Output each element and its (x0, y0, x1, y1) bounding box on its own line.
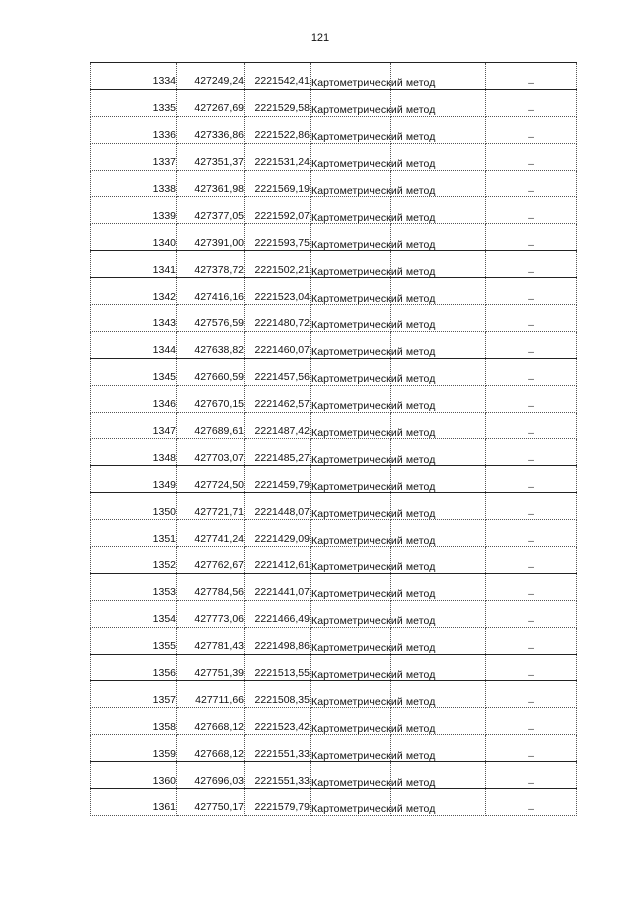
y-coordinate-cell-text: 2221513,55 (254, 666, 310, 679)
method-cell: Картометрический метод (311, 600, 391, 627)
y-coordinate-cell-text: 2221441,07 (254, 586, 310, 599)
point-number-cell-text: 1353 (152, 586, 176, 599)
y-coordinate-cell (245, 278, 311, 305)
dash-cell: – (486, 493, 577, 520)
y-coordinate-cell (245, 493, 311, 520)
x-coordinate-cell-text: 427351,37 (194, 156, 244, 169)
table-row (91, 278, 577, 305)
method-cell: Картометрический метод (311, 331, 391, 358)
x-coordinate-cell-text: 427660,59 (194, 371, 244, 384)
point-number-cell (91, 654, 177, 681)
x-coordinate-cell-text: 427391,00 (194, 236, 244, 249)
x-coordinate-cell-text: 427751,39 (194, 666, 244, 679)
y-coordinate-cell (245, 89, 311, 116)
method-cell: Картометрический метод (311, 493, 391, 520)
dash-cell: – (486, 143, 577, 170)
method-cell: Картометрический метод (311, 116, 391, 143)
method-cell: Картометрический метод (311, 439, 391, 466)
table-row (91, 89, 577, 116)
point-number-cell-text: 1356 (152, 666, 176, 679)
point-number-cell (91, 762, 177, 789)
point-number-cell-text: 1354 (152, 613, 176, 626)
y-coordinate-cell (245, 170, 311, 197)
x-coordinate-cell (177, 251, 245, 278)
x-coordinate-cell (177, 89, 245, 116)
x-coordinate-cell-text: 427416,16 (194, 290, 244, 303)
table-row (91, 547, 577, 574)
x-coordinate-cell (177, 547, 245, 574)
table-row (91, 251, 577, 278)
x-coordinate-cell-text: 427773,06 (194, 613, 244, 626)
point-number-cell (91, 466, 177, 493)
x-coordinate-cell (177, 493, 245, 520)
x-coordinate-cell-text: 427721,71 (194, 505, 244, 518)
y-coordinate-cell-text: 2221462,57 (254, 398, 310, 411)
y-coordinate-cell (245, 735, 311, 762)
y-coordinate-cell (245, 654, 311, 681)
point-number-cell-text: 1338 (152, 182, 176, 195)
point-number-cell (91, 600, 177, 627)
point-number-cell (91, 547, 177, 574)
point-number-cell-text: 1348 (152, 451, 176, 464)
x-coordinate-cell (177, 116, 245, 143)
point-number-cell-text: 1340 (152, 236, 176, 249)
y-coordinate-cell-text: 2221457,56 (254, 371, 310, 384)
dash-cell: – (486, 573, 577, 600)
coordinates-table (90, 62, 577, 816)
point-number-cell-text: 1357 (152, 693, 176, 706)
method-cell: Картометрический метод (311, 412, 391, 439)
y-coordinate-cell-text: 2221551,33 (254, 747, 310, 760)
y-coordinate-cell (245, 224, 311, 251)
x-coordinate-cell-text: 427638,82 (194, 344, 244, 357)
x-coordinate-cell (177, 197, 245, 224)
dash-cell: – (486, 762, 577, 789)
method-cell: Картометрический метод (311, 89, 391, 116)
x-coordinate-cell (177, 358, 245, 385)
point-number-cell-text: 1360 (152, 774, 176, 787)
y-coordinate-cell-text: 2221529,58 (254, 102, 310, 115)
table-row (91, 412, 577, 439)
page-number: 121 (310, 32, 330, 44)
dash-cell: – (486, 708, 577, 735)
x-coordinate-cell-text: 427668,12 (194, 720, 244, 733)
point-number-cell (91, 224, 177, 251)
point-number-cell (91, 573, 177, 600)
point-number-cell-text: 1350 (152, 505, 176, 518)
x-coordinate-cell (177, 224, 245, 251)
point-number-cell-text: 1358 (152, 720, 176, 733)
y-coordinate-cell (245, 708, 311, 735)
table-row (91, 681, 577, 708)
x-coordinate-cell (177, 278, 245, 305)
y-coordinate-cell-text: 2221522,86 (254, 129, 310, 142)
y-coordinate-cell (245, 762, 311, 789)
x-coordinate-cell-text: 427670,15 (194, 398, 244, 411)
point-number-cell (91, 681, 177, 708)
point-number-cell (91, 116, 177, 143)
y-coordinate-cell (245, 520, 311, 547)
y-coordinate-cell (245, 197, 311, 224)
x-coordinate-cell (177, 385, 245, 412)
point-number-cell (91, 170, 177, 197)
table-row (91, 627, 577, 654)
y-coordinate-cell (245, 385, 311, 412)
point-number-cell (91, 63, 177, 90)
x-coordinate-cell (177, 331, 245, 358)
point-number-cell (91, 439, 177, 466)
dash-cell: – (486, 63, 577, 90)
y-coordinate-cell (245, 63, 311, 90)
point-number-cell (91, 358, 177, 385)
method-cell: Картометрический метод (311, 197, 391, 224)
method-cell: Картометрический метод (311, 224, 391, 251)
x-coordinate-cell (177, 305, 245, 332)
x-coordinate-cell (177, 735, 245, 762)
y-coordinate-cell (245, 547, 311, 574)
table-row (91, 762, 577, 789)
method-cell: Картометрический метод (311, 466, 391, 493)
x-coordinate-cell-text: 427668,12 (194, 747, 244, 760)
table-row (91, 600, 577, 627)
point-number-cell-text: 1359 (152, 747, 176, 760)
point-number-cell-text: 1352 (152, 559, 176, 572)
point-number-cell-text: 1342 (152, 290, 176, 303)
x-coordinate-cell (177, 412, 245, 439)
method-cell: Картометрический метод (311, 762, 391, 789)
dash-cell: – (486, 735, 577, 762)
method-cell: Картометрический метод (311, 627, 391, 654)
method-cell: Картометрический метод (311, 708, 391, 735)
point-number-cell (91, 412, 177, 439)
x-coordinate-cell (177, 466, 245, 493)
y-coordinate-cell (245, 412, 311, 439)
table-row (91, 116, 577, 143)
y-coordinate-cell-text: 2221487,42 (254, 424, 310, 437)
method-cell: Картометрический метод (311, 573, 391, 600)
method-cell: Картометрический метод (311, 547, 391, 574)
dash-cell: – (486, 305, 577, 332)
method-cell: Картометрический метод (311, 278, 391, 305)
y-coordinate-cell-text: 2221579,79 (254, 801, 310, 814)
x-coordinate-cell-text: 427781,43 (194, 640, 244, 653)
point-number-cell-text: 1349 (152, 478, 176, 491)
dash-cell: – (486, 251, 577, 278)
x-coordinate-cell-text: 427361,98 (194, 182, 244, 195)
table-row (91, 197, 577, 224)
table-row (91, 466, 577, 493)
table-row (91, 439, 577, 466)
x-coordinate-cell-text: 427377,05 (194, 209, 244, 222)
dash-cell: – (486, 89, 577, 116)
table-row (91, 63, 577, 90)
method-cell: Картометрический метод (311, 385, 391, 412)
dash-cell: – (486, 654, 577, 681)
table-row (91, 170, 577, 197)
table-row (91, 735, 577, 762)
y-coordinate-cell-text: 2221551,33 (254, 774, 310, 787)
y-coordinate-cell (245, 331, 311, 358)
dash-cell: – (486, 439, 577, 466)
y-coordinate-cell-text: 2221429,09 (254, 532, 310, 545)
y-coordinate-cell (245, 358, 311, 385)
dash-cell: – (486, 116, 577, 143)
dash-cell: – (486, 224, 577, 251)
y-coordinate-cell-text: 2221466,49 (254, 613, 310, 626)
table-row (91, 708, 577, 735)
point-number-cell (91, 735, 177, 762)
x-coordinate-cell-text: 427336,86 (194, 129, 244, 142)
dash-cell: – (486, 358, 577, 385)
x-coordinate-cell-text: 427711,66 (195, 693, 244, 706)
y-coordinate-cell (245, 116, 311, 143)
x-coordinate-cell-text: 427249,24 (194, 75, 244, 88)
table-row (91, 143, 577, 170)
dash-cell: – (486, 170, 577, 197)
y-coordinate-cell (245, 466, 311, 493)
dash-cell: – (486, 789, 577, 816)
point-number-cell-text: 1347 (152, 424, 176, 437)
point-number-cell-text: 1351 (152, 532, 176, 545)
y-coordinate-cell (245, 789, 311, 816)
dash-cell: – (486, 627, 577, 654)
x-coordinate-cell (177, 63, 245, 90)
y-coordinate-cell-text: 2221448,07 (254, 505, 310, 518)
coordinates-table-body (91, 63, 577, 816)
y-coordinate-cell-text: 2221531,24 (254, 156, 310, 169)
x-coordinate-cell (177, 654, 245, 681)
y-coordinate-cell (245, 681, 311, 708)
method-cell: Картометрический метод (311, 305, 391, 332)
x-coordinate-cell-text: 427378,72 (194, 263, 244, 276)
point-number-cell (91, 493, 177, 520)
table-row (91, 789, 577, 816)
x-coordinate-cell-text: 427267,69 (194, 102, 244, 115)
method-cell: Картометрический метод (311, 170, 391, 197)
y-coordinate-cell-text: 2221508,35 (254, 693, 310, 706)
x-coordinate-cell-text: 427762,67 (194, 559, 244, 572)
dash-cell: – (486, 331, 577, 358)
y-coordinate-cell-text: 2221523,42 (254, 720, 310, 733)
dash-cell: – (486, 278, 577, 305)
x-coordinate-cell-text: 427750,17 (194, 801, 244, 814)
point-number-cell-text: 1339 (152, 209, 176, 222)
y-coordinate-cell (245, 251, 311, 278)
x-coordinate-cell (177, 762, 245, 789)
point-number-cell-text: 1361 (152, 801, 176, 814)
point-number-cell-text: 1334 (152, 75, 176, 88)
method-cell: Картометрический метод (311, 251, 391, 278)
x-coordinate-cell (177, 708, 245, 735)
y-coordinate-cell-text: 2221593,75 (254, 236, 310, 249)
y-coordinate-cell-text: 2221592,07 (254, 209, 310, 222)
y-coordinate-cell (245, 305, 311, 332)
table-row (91, 224, 577, 251)
y-coordinate-cell-text: 2221542,41 (254, 75, 310, 88)
point-number-cell (91, 197, 177, 224)
y-coordinate-cell-text: 2221459,79 (254, 478, 310, 491)
y-coordinate-cell-text: 2221480,72 (254, 317, 310, 330)
method-cell: Картометрический метод (311, 789, 391, 816)
y-coordinate-cell (245, 573, 311, 600)
y-coordinate-cell (245, 600, 311, 627)
point-number-cell (91, 89, 177, 116)
method-cell: Картометрический метод (311, 358, 391, 385)
method-cell: Картометрический метод (311, 143, 391, 170)
point-number-cell (91, 305, 177, 332)
y-coordinate-cell (245, 627, 311, 654)
method-cell: Картометрический метод (311, 654, 391, 681)
point-number-cell-text: 1337 (152, 156, 176, 169)
table-row (91, 573, 577, 600)
point-number-cell (91, 143, 177, 170)
method-cell: Картометрический метод (311, 63, 391, 90)
x-coordinate-cell (177, 600, 245, 627)
dash-cell: – (486, 520, 577, 547)
y-coordinate-cell (245, 439, 311, 466)
dash-cell: – (486, 197, 577, 224)
point-number-cell-text: 1335 (152, 102, 176, 115)
y-coordinate-cell-text: 2221412,61 (254, 559, 310, 572)
point-number-cell-text: 1343 (152, 317, 176, 330)
x-coordinate-cell (177, 520, 245, 547)
x-coordinate-cell-text: 427576,59 (194, 317, 244, 330)
point-number-cell (91, 520, 177, 547)
point-number-cell-text: 1341 (152, 263, 176, 276)
x-coordinate-cell (177, 170, 245, 197)
point-number-cell (91, 331, 177, 358)
point-number-cell (91, 789, 177, 816)
x-coordinate-cell (177, 789, 245, 816)
table-row (91, 305, 577, 332)
table-row (91, 654, 577, 681)
point-number-cell-text: 1336 (152, 129, 176, 142)
point-number-cell (91, 385, 177, 412)
point-number-cell-text: 1345 (152, 371, 176, 384)
table-row (91, 493, 577, 520)
x-coordinate-cell-text: 427703,07 (194, 451, 244, 464)
method-cell: Картометрический метод (311, 735, 391, 762)
dash-cell: – (486, 466, 577, 493)
point-number-cell (91, 708, 177, 735)
point-number-cell (91, 278, 177, 305)
method-cell: Картометрический метод (311, 681, 391, 708)
x-coordinate-cell-text: 427784,56 (194, 586, 244, 599)
x-coordinate-cell-text: 427696,03 (194, 774, 244, 787)
x-coordinate-cell (177, 439, 245, 466)
x-coordinate-cell-text: 427689,61 (194, 424, 244, 437)
table-row (91, 358, 577, 385)
point-number-cell-text: 1346 (152, 398, 176, 411)
x-coordinate-cell-text: 427724,50 (194, 478, 244, 491)
point-number-cell-text: 1355 (152, 640, 176, 653)
y-coordinate-cell-text: 2221460,07 (254, 344, 310, 357)
table-row (91, 385, 577, 412)
x-coordinate-cell (177, 681, 245, 708)
method-cell: Картометрический метод (311, 520, 391, 547)
x-coordinate-cell (177, 573, 245, 600)
y-coordinate-cell-text: 2221502,21 (254, 263, 310, 276)
y-coordinate-cell-text: 2221523,04 (254, 290, 310, 303)
x-coordinate-cell-text: 427741,24 (194, 532, 244, 545)
x-coordinate-cell (177, 627, 245, 654)
dash-cell: – (486, 385, 577, 412)
dash-cell: – (486, 600, 577, 627)
point-number-cell-text: 1344 (152, 344, 176, 357)
point-number-cell (91, 251, 177, 278)
y-coordinate-cell-text: 2221498,86 (254, 640, 310, 653)
x-coordinate-cell (177, 143, 245, 170)
dash-cell: – (486, 681, 577, 708)
dash-cell: – (486, 412, 577, 439)
table-row (91, 331, 577, 358)
point-number-cell (91, 627, 177, 654)
y-coordinate-cell-text: 2221485,27 (254, 451, 310, 464)
y-coordinate-cell (245, 143, 311, 170)
table-row (91, 520, 577, 547)
dash-cell: – (486, 547, 577, 574)
y-coordinate-cell-text: 2221569,19 (254, 182, 310, 195)
